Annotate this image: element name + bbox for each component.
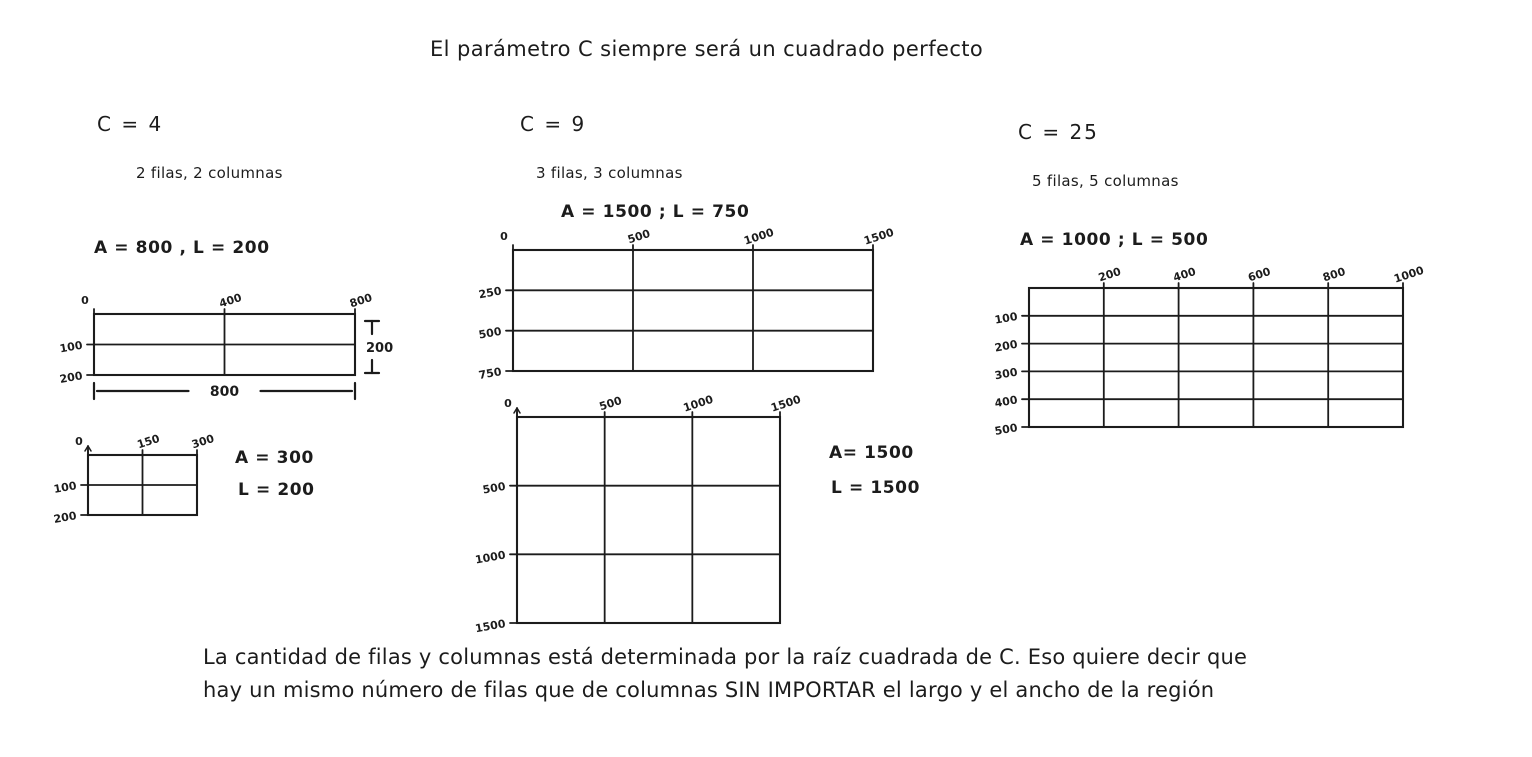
svg-text:200: 200 <box>52 509 78 526</box>
c4-small-grid <box>52 431 216 526</box>
c9-heading: C = 9 <box>520 112 587 136</box>
svg-text:800: 800 <box>209 384 240 400</box>
c9-size-label: 3 filas, 3 columnas <box>536 164 683 182</box>
footer-note-line1: La cantidad de filas y columnas está determinada por la raíz cuadrada de C. Eso quiere decir que <box>203 645 1248 669</box>
c25-heading: C = 25 <box>1018 120 1099 144</box>
svg-text:0: 0 <box>81 294 89 307</box>
svg-text:100: 100 <box>58 338 84 356</box>
c4-small-grid-l-label: L = 200 <box>238 480 315 500</box>
c25-main-grid <box>993 263 1426 438</box>
svg-text:500: 500 <box>993 421 1019 438</box>
svg-text:250: 250 <box>477 284 503 302</box>
svg-text:500: 500 <box>481 479 507 497</box>
svg-text:500: 500 <box>597 393 624 414</box>
c25-params-label: A = 1000 ; L = 500 <box>1020 230 1209 250</box>
svg-text:300: 300 <box>189 431 216 452</box>
footer-note-line2: hay un mismo número de filas que de columnas SIN IMPORTAR el largo y el ancho de la región <box>203 678 1215 702</box>
svg-text:600: 600 <box>1246 264 1273 285</box>
c4-params-label: A = 800 , L = 200 <box>94 238 270 258</box>
svg-text:400: 400 <box>217 290 244 311</box>
svg-text:400: 400 <box>993 393 1019 411</box>
c9-top-grid <box>477 225 896 382</box>
svg-text:400: 400 <box>1171 264 1198 285</box>
svg-text:0: 0 <box>75 435 83 448</box>
svg-text:1000: 1000 <box>681 392 715 415</box>
svg-text:500: 500 <box>477 324 503 342</box>
svg-text:300: 300 <box>993 365 1019 383</box>
c25-size-label: 5 filas, 5 columnas <box>1032 172 1179 190</box>
c4-small-grid-a-label: A = 300 <box>235 448 314 468</box>
page-title: El parámetro C siempre será un cuadrado perfecto <box>430 37 984 61</box>
c9-bottom-grid-l-label: L = 1500 <box>831 478 921 498</box>
svg-text:800: 800 <box>347 290 374 311</box>
svg-text:150: 150 <box>135 431 162 452</box>
svg-text:200: 200 <box>993 337 1019 355</box>
c4-main-grid <box>58 290 394 400</box>
svg-text:200: 200 <box>1096 264 1123 285</box>
c4-heading: C = 4 <box>97 112 164 136</box>
c9-bottom-grid-a-label: A= 1500 <box>829 443 914 463</box>
svg-text:800: 800 <box>1321 264 1348 285</box>
svg-text:0: 0 <box>504 397 512 410</box>
svg-text:1500: 1500 <box>862 225 896 248</box>
c4-size-label: 2 filas, 2 columnas <box>136 164 283 182</box>
svg-text:100: 100 <box>52 479 78 496</box>
c9-bottom-grid <box>474 392 803 636</box>
svg-text:500: 500 <box>625 226 652 247</box>
svg-text:1000: 1000 <box>1392 263 1426 286</box>
c9-params-label: A = 1500 ; L = 750 <box>561 202 750 222</box>
svg-text:1500: 1500 <box>474 617 507 636</box>
svg-text:750: 750 <box>477 365 503 382</box>
svg-text:1000: 1000 <box>474 548 507 567</box>
svg-text:0: 0 <box>500 230 508 243</box>
svg-text:200: 200 <box>366 341 394 356</box>
svg-text:200: 200 <box>58 369 84 386</box>
svg-text:1000: 1000 <box>742 225 776 248</box>
svg-text:1500: 1500 <box>769 392 803 415</box>
svg-text:100: 100 <box>993 309 1019 327</box>
